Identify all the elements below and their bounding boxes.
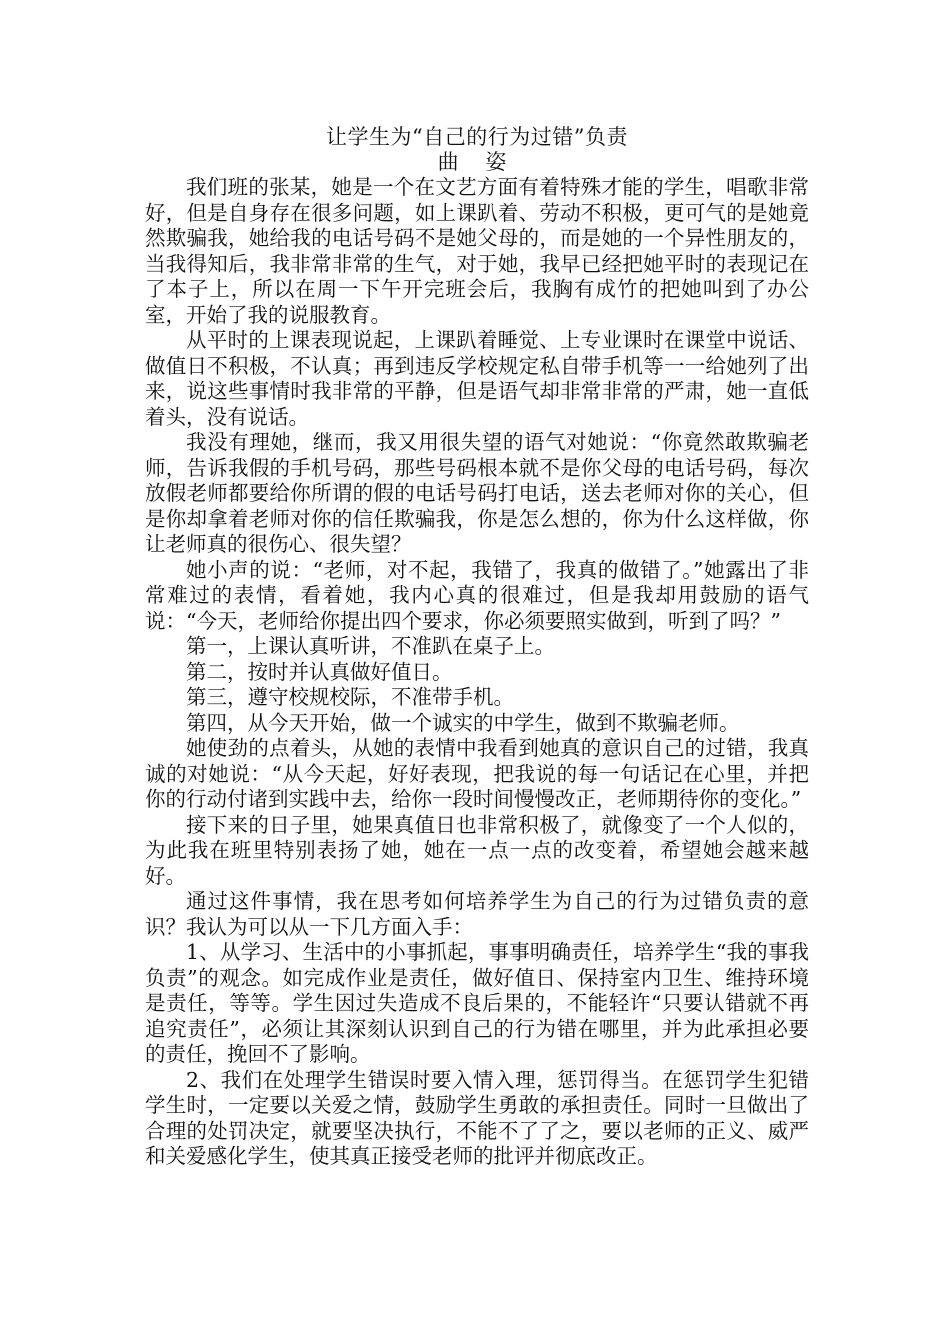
paragraph-requirement-3: 第三，遵守校规校际，不准带手机。 [186,685,514,709]
document-page [145,125,809,1170]
paragraph-requirement-1: 第一，上课认真听讲，不准趴在桌子上。 [186,634,555,658]
author-name: 曲 姿 [437,150,517,174]
paragraph-method-2: 2、我们在处理学生错误时要入情入理，惩罚得当。在惩罚学生犯错学生时，一定要以关爱之情，鼓励学生勇敢的承担责任。同时一旦做出了合理的处罚决定，就要坚决执行，不能不了了之，要以老师的正义、威严和关爱感化学生，使其真正接受老师的批评并彻底改正。 [145,1067,809,1168]
paragraph-method-1: 1、从学习、生活中的小事抓起，事事明确责任，培养学生“我的事我负责”的观念。如完成作业是责任，做好值日、保持室内卫生、维持环境是责任，等等。学生因过失造成不良后果的，不能轻许“只要认错就不再追究责任”，必须让其深刻认识到自己的行为错在哪里，并为此承担必要的责任，挽回不了影响。 [145,940,809,1066]
paragraph-reflection: 通过这件事情，我在思考如何培养学生为自己的行为过错负责的意识？我认为可以从一下几方面入手： [145,889,809,939]
paragraph-requirement-2: 第二，按时并认真做好值日。 [186,659,453,684]
paragraph-apology: 她小声的说：“老师，对不起，我错了，我真的做错了。”她露出了非常难过的表情，看着她，我内心真的很难过，但是我却用鼓励的语气说：“今天，老师给你提出四个要求，你必须要照实做到，听到了吗？” [145,557,809,633]
paragraph-encouragement: 她使劲的点着头，从她的表情中我看到她真的意识自己的过错，我真诚的对她说：“从今天起，好好表现，把我说的每一句话记在心里，并把你的行动付诸到实践中去，给你一段时间慢慢改正，老师期待你的变化。” [145,736,809,811]
paragraph-improvement: 接下来的日子里，她果真值日也非常积极了，就像变了一个人似的，为此我在班里特别表扬了她，她在一点一点的改变着，希望她会越来越好。 [145,812,809,888]
paragraph-requirement-4: 第四，从今天开始，做一个诚实的中学生，做到不欺骗老师。 [186,710,740,735]
paragraph-intro: 我们班的张某，她是一个在文艺方面有着特殊才能的学生，唱歌非常好，但是自身存在很多问题，如上课趴着、劳动不积极，更可气的是她竟然欺骗我，她给我的电话号码不是她父母的，而是她的一个异性朋友的，当我得知后，我非常非常的生气，对于她，我早已经把她平时的表现记在了本子上，所以在周一下午开完班会后，我胸有成竹的把她叫到了办公室，开始了我的说服教育。 [145,175,809,327]
document-body [145,175,809,1170]
document-title: 让学生为“自己的行为过错”负责 [326,125,628,149]
paragraph-list-faults: 从平时的上课表现说起，上课趴着睡觉、上专业课时在课堂中说话、做值日不积极，不认真；再到违反学校规定私自带手机等一一给她列了出来，说这些事情时我非常的平静，但是语气却非常非常的严肃，她一直低着头，没有说话。 [145,328,809,429]
paragraph-disappointment: 我没有理她，继而，我又用很失望的语气对她说：“你竟然敢欺骗老师，告诉我假的手机号码，那些号码根本就不是你父母的电话号码，每次放假老师都要给你所谓的假的电话号码打电话，送去老师对你的关心，但是你却拿着老师对你的信任欺骗我，你是怎么想的，你为什么这样做，你让老师真的很伤心、很失望？ [145,430,809,556]
